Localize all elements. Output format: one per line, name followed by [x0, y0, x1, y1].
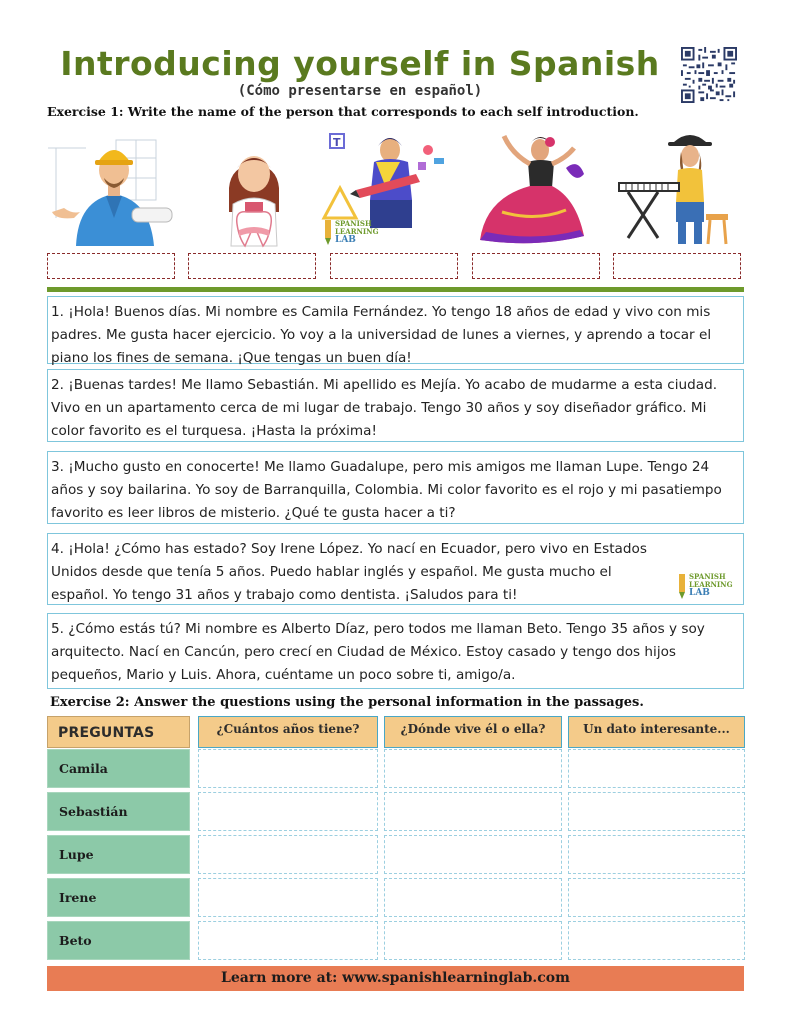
answer-cell[interactable]	[568, 749, 745, 788]
architect-illustration	[46, 128, 180, 248]
column-header-fact: Un dato interesante...	[568, 716, 745, 748]
row-label-camila: Camila	[47, 749, 190, 788]
answer-box-2[interactable]	[188, 253, 316, 279]
pencil-icon	[322, 220, 334, 246]
pianist-illustration	[608, 128, 742, 248]
dentist-illustration	[187, 128, 321, 248]
passage-2	[47, 369, 744, 442]
table-corner-header: PREGUNTAS	[47, 716, 190, 748]
answer-box-1[interactable]	[47, 253, 175, 279]
answer-cell[interactable]	[568, 835, 745, 874]
section-divider	[47, 287, 744, 292]
answer-box-5[interactable]	[613, 253, 741, 279]
worksheet-subtitle: (Cómo presentarse en español)	[237, 83, 483, 99]
logo-line-2: LEARNING	[335, 227, 379, 236]
answer-cell[interactable]	[384, 921, 562, 960]
footer-link-bar[interactable]: Learn more at: www.spanishlearninglab.com	[47, 966, 744, 991]
answer-cell[interactable]	[198, 921, 378, 960]
answer-cell[interactable]	[568, 792, 745, 831]
answer-cell[interactable]	[384, 749, 562, 788]
logo-line-2: LEARNING	[689, 580, 733, 589]
passage-5	[47, 613, 744, 689]
answer-cell[interactable]	[198, 749, 378, 788]
dancer-illustration	[466, 128, 600, 248]
answer-cell[interactable]	[568, 921, 745, 960]
answer-cell[interactable]	[198, 835, 378, 874]
answer-cell[interactable]	[384, 792, 562, 831]
column-header-location: ¿Dónde vive él o ella?	[384, 716, 562, 748]
logo-line-3: LAB	[335, 235, 356, 245]
row-label-lupe: Lupe	[47, 835, 190, 874]
row-label-beto: Beto	[47, 921, 190, 960]
passage-text: 3. ¡Mucho gusto en conocerte! Me llamo Guadalupe, pero mis amigos me llaman Lupe. Tengo 24 años y soy bailarina. Yo soy de Barranquilla, Colombia. Mi color favorito es el rojo y mi pasatiempo favorito es leer libros de misterio. ¿Qué te gusta hacer a ti?	[51, 459, 722, 521]
passage-text: 5. ¿Cómo estás tú? Mi nombre es Alberto Díaz, pero todos me llaman Beto. Tengo 35 años y soy arquitecto. Nací en Cancún, pero crecí en Ciudad de México. Estoy casado y tengo dos hijos pequeños, Mario y Luis. Ahora, cuéntame un poco sobre ti, amigo/a.	[51, 621, 705, 683]
answer-cell[interactable]	[568, 878, 745, 917]
row-label-irene: Irene	[47, 878, 190, 917]
logo-line-1: SPANISH	[689, 572, 726, 581]
passage-text: 1. ¡Hola! Buenos días. Mi nombre es Camila Fernández. Yo tengo 18 años de edad y vivo con mis padres. Me gusta hacer ejercicio. Yo voy a la universidad de lunes a viernes, y aprendo a tocar el piano los fines de semana. ¡Que tengas un buen día!	[51, 304, 712, 366]
answer-cell[interactable]	[384, 878, 562, 917]
passage-text: 4. ¡Hola! ¿Cómo has estado? Soy Irene López. Yo nací en Ecuador, pero vivo en Estados Unidos desde que tenía 5 años. Puedo hablar inglés y español. Me gusta mucho el español. Yo tengo 31 años y trabajo como dentista. ¡Saludos para ti!	[51, 541, 647, 603]
logo-line-3: LAB	[689, 588, 710, 598]
svg-text:T: T	[333, 136, 341, 149]
passage-1	[47, 296, 744, 364]
qr-code-icon	[681, 47, 737, 103]
answer-cell[interactable]	[384, 835, 562, 874]
exercise-1-heading: Exercise 1: Write the name of the person that corresponds to each self introduction.	[47, 104, 639, 119]
pencil-icon	[676, 573, 688, 601]
passage-3	[47, 451, 744, 524]
answer-cell[interactable]	[198, 878, 378, 917]
exercise-2-heading: Exercise 2: Answer the questions using the personal information in the passages.	[50, 695, 644, 710]
logo-line-1: SPANISH	[335, 219, 372, 228]
column-header-age: ¿Cuántos años tiene?	[198, 716, 378, 748]
worksheet-title: Introducing yourself in Spanish	[60, 44, 660, 83]
passage-text: 2. ¡Buenas tardes! Me llamo Sebastián. Mi apellido es Mejía. Yo acabo de mudarme a esta ciudad. Vivo en un apartamento cerca de mi lugar de trabajo. Tengo 30 años y soy diseñador gráfico. Mi color favorito es el turquesa. ¡Hasta la próxima!	[51, 377, 718, 439]
answer-box-4[interactable]	[472, 253, 600, 279]
passage-4	[47, 533, 744, 605]
answer-box-3[interactable]	[330, 253, 458, 279]
row-label-sebastian: Sebastián	[47, 792, 190, 831]
answer-cell[interactable]	[198, 792, 378, 831]
